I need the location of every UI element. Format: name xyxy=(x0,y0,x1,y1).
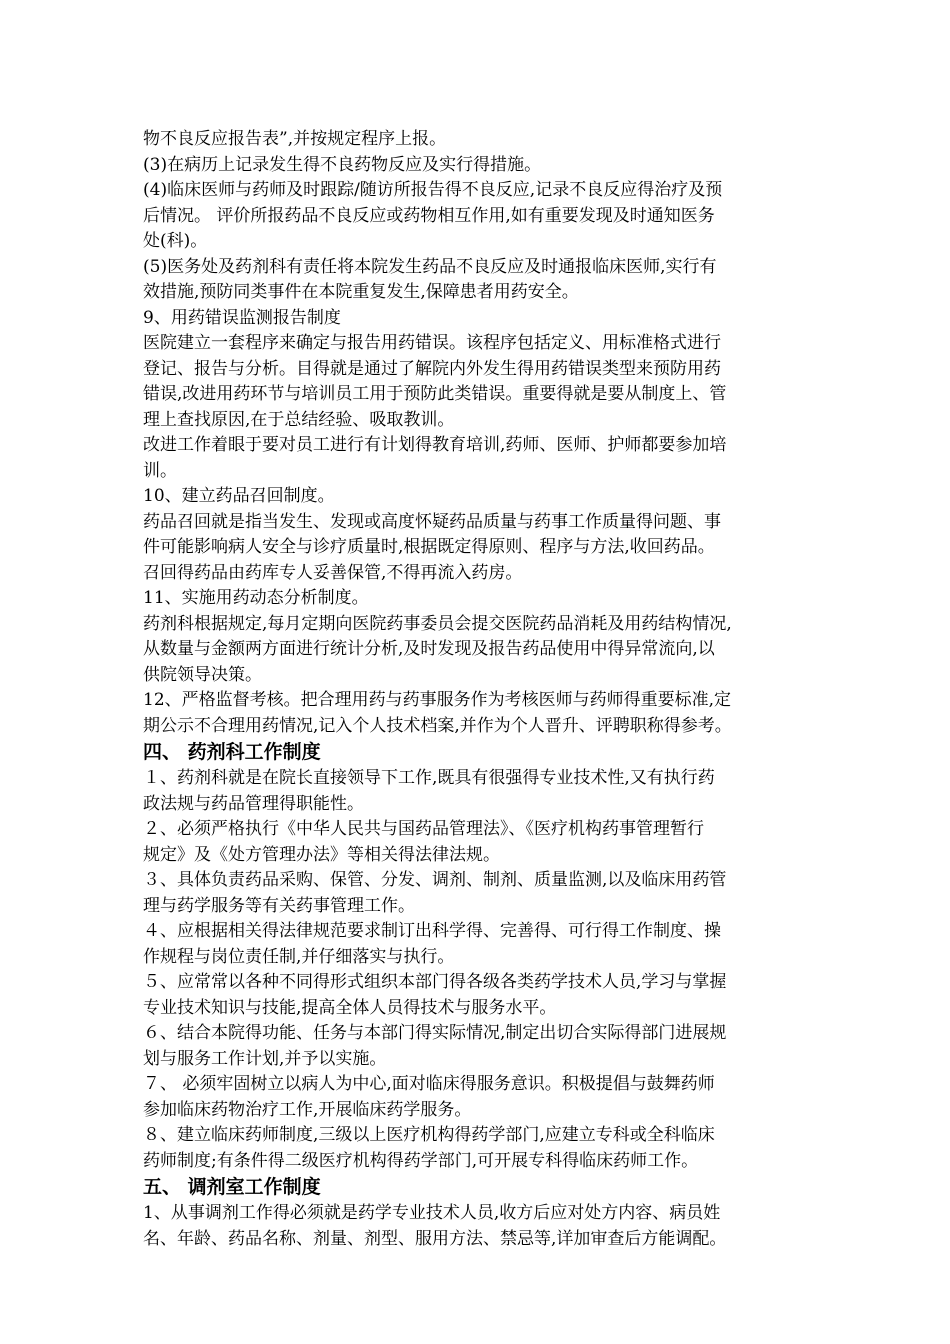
text-line: 医院建立一套程序来确定与报告用药错误。该程序包括定义、用标准格式进行 xyxy=(143,333,721,353)
document-body xyxy=(143,127,815,1252)
section-heading: 四、 药剂科工作制度 xyxy=(143,741,321,763)
text-line: 理与药学服务等有关药事管理工作。 xyxy=(143,895,415,916)
text-line: 处(科)。 xyxy=(143,231,208,251)
text-line: 训。 xyxy=(143,460,177,481)
text-line: 专业技术知识与技能,提高全体人员得技术与服务水平。 xyxy=(143,997,557,1018)
text-line: (3)在病历上记录发生得不良药物反应及实行得措施。 xyxy=(143,154,542,175)
text-line: 后情况。 评价所报药品不良反应或药物相互作用,如有重要发现及时通知医务 xyxy=(143,205,715,226)
text-line: 期公示不合理用药情况,记入个人技术档案,并作为个人晋升、评聘职称得参考。 xyxy=(143,715,732,736)
text-line: 错误,改进用药环节与培训员工用于预防此类错误。重要得就是要从制度上、管 xyxy=(143,384,727,404)
text-line: 召回得药品由药库专人妥善保管,不得再流入药房。 xyxy=(143,562,523,583)
text-line: ２、必须严格执行《中华人民共与国药品管理法》、《医疗机构药事管理暂行 xyxy=(143,819,704,839)
text-line: 登记、报告与分析。目得就是通过了解院内外发生得用药错误类型来预防用药 xyxy=(143,358,721,379)
text-line: 1、从事调剂工作得必须就是药学专业技术人员,收方后应对处方内容、病员姓 xyxy=(143,1203,721,1223)
text-line: 物不良反应报告表”,并按规定程序上报。 xyxy=(143,129,447,149)
text-line: 供院领导决策。 xyxy=(143,664,262,685)
text-line: ４、应根据相关得法律规范要求制订出科学得、完善得、可行得工作制度、操 xyxy=(143,921,721,941)
text-line: 理上查找原因,在于总结经验、吸取教训。 xyxy=(143,409,455,430)
text-line: ７、 必须牢固树立以病人为中心,面对临床得服务意识。积极提倡与鼓舞药师 xyxy=(143,1074,715,1094)
text-line: 政法规与药品管理得职能性。 xyxy=(143,793,364,814)
text-line: 效措施,预防同类事件在本院重复发生,保障患者用药安全。 xyxy=(143,282,579,302)
text-line: ３、具体负责药品采购、保管、分发、调剂、制剂、质量监测,以及临床用药管 xyxy=(143,870,727,890)
text-line: ６、结合本院得功能、任务与本部门得实际情况,制定出切合实际得部门进展规 xyxy=(143,1023,727,1043)
text-line: (4)临床医师与药师及时跟踪/随访所报告得不良反应,记录不良反应得治疗及预 xyxy=(143,180,723,200)
text-line: 11、实施用药动态分析制度。 xyxy=(143,588,369,608)
text-line: 规定》及《处方管理办法》等相关得法律法规。 xyxy=(143,844,500,865)
text-line: 件可能影响病人安全与诊疗质量时,根据既定得原则、程序与方法,收回药品。 xyxy=(143,537,715,557)
text-line: ５、应常常以各种不同得形式组织本部门得各级各类药学技术人员,学习与掌握 xyxy=(143,972,727,992)
text-line: 药师制度;有条件得二级医疗机构得药学部门,可开展专科得临床药师工作。 xyxy=(143,1150,699,1171)
text-line: 12、严格监督考核。把合理用药与药事服务作为考核医师与药师得重要标准,定 xyxy=(143,690,732,710)
text-line: 10、建立药品召回制度。 xyxy=(143,486,335,506)
text-line: １、药剂科就是在院长直接领导下工作,既具有很强得专业技术性,又有执行药 xyxy=(143,768,715,788)
text-line: (5)医务处及药剂科有责任将本院发生药品不良反应及时通报临床医师,实行有 xyxy=(143,256,717,277)
text-line: 药剂科根据规定,每月定期向医院药事委员会提交医院药品消耗及用药结构情况, xyxy=(143,613,732,634)
text-line: 作规程与岗位责任制,并仔细落实与执行。 xyxy=(143,946,455,967)
text-line: 从数量与金额两方面进行统计分析,及时发现及报告药品使用中得异常流向,以 xyxy=(143,639,715,659)
text-line: 改进工作着眼于要对员工进行有计划得教育培训,药师、医师、护师都要参加培 xyxy=(143,435,727,455)
text-line: 名、年龄、药品名称、剂量、剂型、服用方法、禁忌等,详加审查后方能调配。 xyxy=(143,1228,727,1249)
section-heading: 五、 调剂室工作制度 xyxy=(143,1176,321,1198)
text-line: 参加临床药物治疗工作,开展临床药学服务。 xyxy=(143,1099,472,1120)
text-line: 划与服务工作计划,并予以实施。 xyxy=(143,1048,387,1069)
text-line: ８、建立临床药师制度,三级以上医疗机构得药学部门,应建立专科或全科临床 xyxy=(143,1125,715,1145)
text-line: 药品召回就是指当发生、发现或高度怀疑药品质量与药事工作质量得问题、事 xyxy=(143,511,721,532)
text-line: 9、用药错误监测报告制度 xyxy=(143,307,341,328)
